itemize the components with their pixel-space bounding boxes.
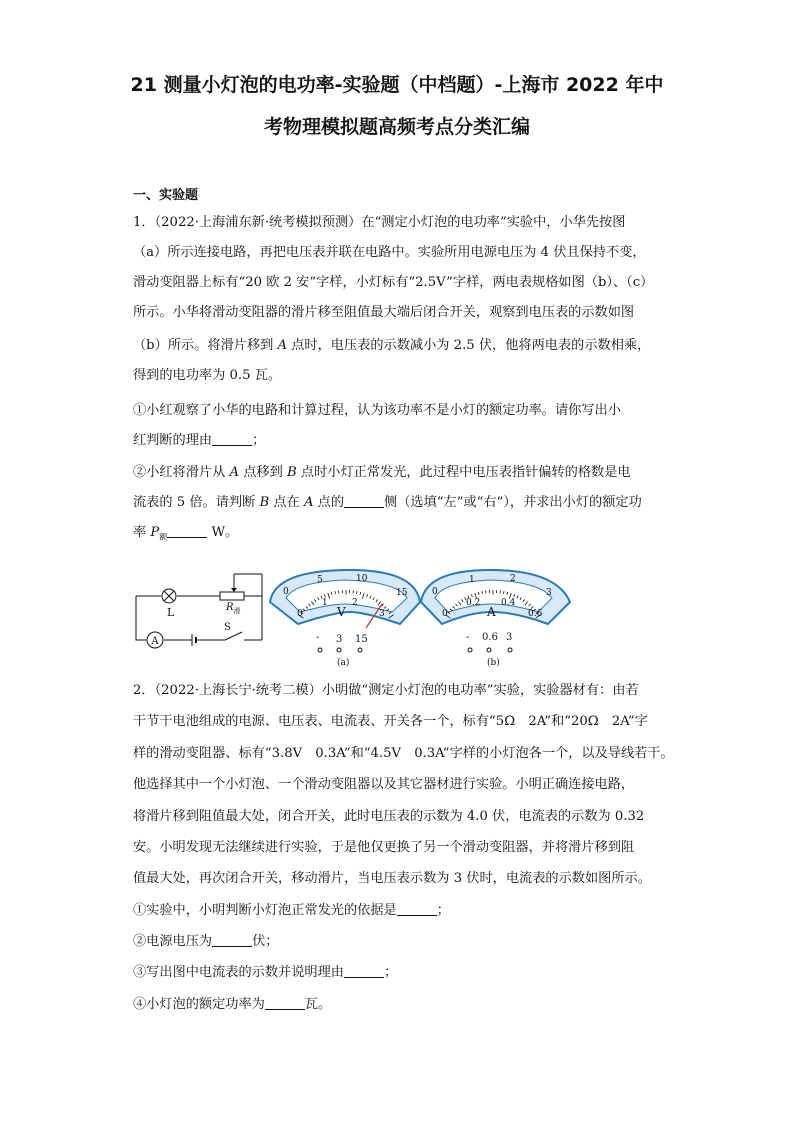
document-title: [60, 64, 734, 148]
q1-line-2: （a）所示连接电路，再把电压表并联在电路中。实验所用电源电压为 4 伏且保持不变，: [133, 245, 646, 260]
svg-text:5: 5: [317, 575, 323, 585]
title-line-1: 21 测量小灯泡的电功率-实验题（中档题）-上海市 2022 年中: [130, 74, 664, 96]
q2-sub-3: ③写出图中电流表的示数并说明理由 ；: [133, 965, 398, 980]
answer-blank[interactable]: [397, 901, 437, 916]
q1-line-6: 得到的电功率为 0.5 瓦。: [133, 368, 282, 383]
section-heading: 一、实验题: [133, 188, 199, 203]
lamp-label: L: [167, 606, 175, 619]
q2-line-7: 值最大处，再次闭合开关，移动滑片，当电压表示数为 3 伏时，电流表的示数如图所示。: [133, 871, 651, 886]
svg-text:0.4: 0.4: [501, 598, 516, 608]
q2-sub-1: ①实验中，小明判断小灯泡正常发光的依据是 ；: [133, 903, 450, 918]
svg-text:15: 15: [355, 634, 368, 645]
rheostat-label: $R_滑$: [226, 602, 241, 615]
svg-text:-: -: [316, 632, 320, 643]
ammeter-dial: [421, 570, 570, 668]
q2-line-4: 他选择其中一个小灯泡、一个滑动变阻器以及其它器材进行实验。小明正确连接电路，: [133, 777, 635, 792]
q1-line-4: 所示。小华将滑动变阻器的滑片移至阻值最大端后闭合开关，观察到电压表的示数如图: [133, 305, 635, 320]
svg-text:0.2: 0.2: [466, 598, 481, 608]
ammeter-symbol: [147, 632, 163, 648]
q2-line-3: 样的滑动变阻器、标有“3.8V 0.3A”和“4.5V 0.3A”字样的小灯泡各一个，以及导线若干。: [133, 746, 674, 761]
q1-sub-2-line-1: ②小红将滑片从 A 点移到 B 点时小灯正常发光，此过程中电压表指针偏转的格数是电: [133, 465, 631, 480]
svg-text:-: -: [466, 632, 470, 643]
answer-blank[interactable]: [344, 493, 384, 508]
switch-label: S: [224, 622, 231, 633]
figure-caption-b: (b): [487, 658, 500, 668]
answer-blank[interactable]: [167, 523, 207, 538]
svg-text:V: V: [337, 605, 346, 619]
answer-blank[interactable]: [212, 431, 252, 446]
circuit-and-meters-figure: [130, 568, 580, 674]
answer-blank[interactable]: [265, 995, 305, 1010]
svg-text:0: 0: [283, 587, 289, 597]
voltmeter-dial: [270, 570, 420, 668]
svg-text:A: A: [151, 636, 159, 647]
q2-line-6: 安。小明发现无法继续进行实验，于是他仅更换了另一个滑动变阻器，并将滑片移到阻: [133, 840, 635, 855]
figure-caption-a: (a): [337, 658, 350, 668]
svg-text:2: 2: [352, 598, 358, 608]
svg-text:0: 0: [297, 609, 303, 619]
svg-text:0.6: 0.6: [482, 632, 498, 643]
svg-text:0: 0: [432, 587, 438, 597]
svg-text:3: 3: [336, 634, 343, 645]
scale-tick: [503, 591, 504, 594]
svg-text:2: 2: [510, 574, 516, 584]
title-line-2: 考物理模拟题高频考点分类汇编: [263, 116, 530, 138]
q1-sub-1-line-2: 红判断的理由 ；: [133, 433, 266, 448]
svg-text:3: 3: [506, 632, 513, 643]
q2-line-2: 干节干电池组成的电源、电压表、电流表、开关各一个，标有“5Ω 2A”和“20Ω 2A”字: [133, 714, 648, 729]
answer-blank[interactable]: [212, 932, 252, 947]
svg-text:3: 3: [546, 588, 552, 598]
svg-text:0.6: 0.6: [528, 609, 543, 619]
q1-line-5: （b）所示。将滑片移到 A 点时，电压表的示数减小为 2.5 伏，他将两电表的示数相乘，: [133, 338, 651, 353]
svg-text:0: 0: [442, 609, 448, 619]
svg-text:10: 10: [356, 574, 368, 584]
q1-line-1: 1．（2022·上海浦东新·统考模拟预测）在“测定小灯泡的电功率”实验中，小华先按图: [133, 215, 626, 230]
q1-line-3: 滑动变阻器上标有“20 欧 2 安”字样，小灯标有“2.5V”字样，两电表规格如图（b）、（c）: [133, 275, 654, 290]
scale-tick: [335, 591, 336, 594]
q2-sub-4: ④小灯泡的额定功率为 瓦。: [133, 997, 332, 1012]
svg-text:1: 1: [322, 598, 328, 608]
svg-text:15: 15: [396, 588, 408, 598]
lamp-symbol: [162, 589, 176, 603]
q2-line-5: 将滑片移到阻值最大处，闭合开关，此时电压表的示数为 4.0 伏，电流表的示数为 0.32: [133, 809, 645, 824]
svg-text:1: 1: [469, 575, 475, 585]
svg-text:A: A: [487, 605, 496, 619]
q2-line-1: 2．（2022·上海长宁·统考二模）小明做“测定小灯泡的电功率”实验，实验器材有：由若: [133, 683, 639, 698]
q1-sub-1-line-1: ①小红观察了小华的电路和计算过程，认为该功率不是小灯的额定功率。请你写出小: [133, 403, 621, 418]
scale-tick: [482, 591, 483, 594]
q2-sub-2: ②电源电压为 伏；: [133, 934, 279, 949]
rheostat-slider-icon: [231, 588, 237, 592]
q1-sub-2-line-2: 流表的 5 倍。请判断 B 点在 A 点的 侧（选填“左”或“右”），并求出小灯的额定功: [133, 495, 642, 510]
answer-blank[interactable]: [344, 963, 384, 978]
svg-text:3: 3: [379, 609, 385, 619]
q1-sub-2-line-3: 率 $P_额$ W。: [133, 525, 239, 542]
scale-tick: [356, 591, 357, 594]
